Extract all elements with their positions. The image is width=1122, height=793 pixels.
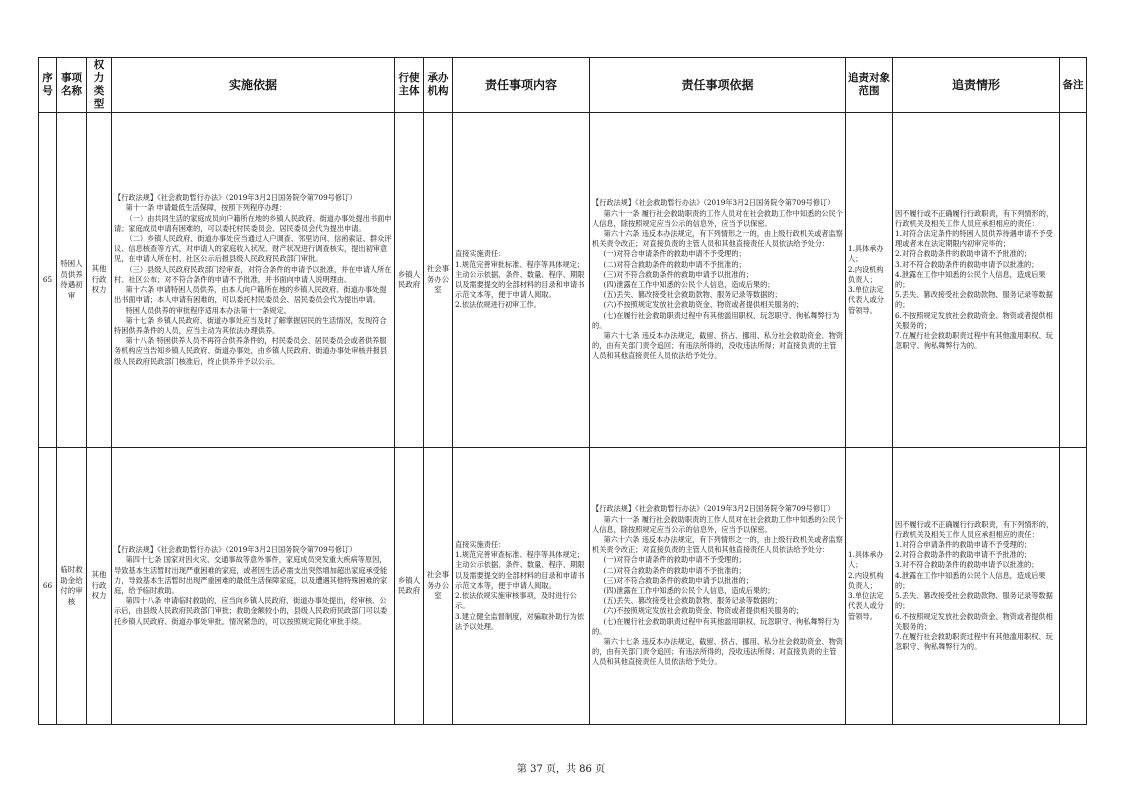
text-line: 第十八条 特困供养人员不再符合供养条件的，村民委员会、居民委员会或者供养服务机构应当告知乡镇人民政府、街道办事处，由乡镇人民政府、街道办事处审核并报县级人民政府民政部门核准后，终止供养并予以公示。	[114, 336, 388, 366]
text-line: 第六十六条 违反本办法规定，有下列情形之一的，由上级行政机关或者监察机关责令改正；对直接负责的主管人员和其他直接责任人员依法给予处分：	[592, 228, 843, 249]
cell-target	[846, 113, 893, 448]
text-line: 1.对符合申请条件的救助申请不予受理的；	[895, 540, 1032, 550]
text-line: 第六十七条 违反本办法规定，截留、挤占、挪用、私分社会救助资金、物资的，由有关部门责令追回；有违法所得的，没收违法所得；对直接负责的主管人员和其他直接责任人员依法给予处分。	[592, 331, 843, 361]
table-row	[39, 113, 1087, 448]
header-row	[39, 58, 1087, 113]
cell-basis	[112, 448, 395, 725]
text-line: 3.单位法定代表人或分管领导。	[848, 285, 884, 315]
text-line: 第四十八条 申请临时救助的，应当向乡镇人民政府、街道办事处提出，经审核、公示后，由县级人民政府民政部门审批；救助金额较小的，县级人民政府民政部门可以委托乡镇人民政府、街道办事处审批。情况紧急的，可以按照规定简化审批手续。	[114, 596, 388, 626]
text-line: 直接实施责任：	[455, 540, 506, 550]
text-line: (四)泄露在工作中知悉的公民个人信息，造成后果的；	[603, 586, 775, 595]
text-line: 1.具体承办人；	[848, 550, 884, 570]
resp-basis-text	[592, 198, 843, 361]
table-row	[39, 448, 1087, 725]
text-line: 第十七条 乡镇人民政府、街道办事处应当及时了解掌握居民的生活情况，发现符合特困供养条件的人员，应当主动为其依法办理供养。	[114, 315, 387, 335]
header-name: 事项名称	[57, 58, 87, 113]
text-line: 4.泄露在工作中知悉的公民个人信息，造成后果的；	[895, 269, 1046, 289]
text-line: 5.丢失、篡改接受社会救助款物、服务记录等数据的；	[895, 591, 1053, 611]
text-line: 【行政法规】《社会救助暂行办法》（2019年3月2日国务院令第709号修订）	[114, 193, 357, 203]
header-seq: 序号	[39, 58, 57, 113]
text-line: 4.泄露在工作中知悉的公民个人信息，造成后果的；	[895, 570, 1046, 590]
text-line: (七)在履行社会救助职责过程中有其他滥用职权、玩忽职守、徇私舞弊行为的。	[592, 616, 840, 636]
circumstance-text	[895, 209, 1057, 352]
text-line: (三)对不符合救助条件的救助申请予以批准的；	[603, 269, 753, 279]
cell-resp-content	[453, 448, 590, 725]
text-line: 第六十六条 违反本办法规定，有下列情形之一的，由上级行政机关或者监察机关责令改正；对直接负责的主管人员和其他直接责任人员依法给予处分：	[592, 534, 843, 555]
header-org: 承办机构	[424, 58, 453, 113]
cell-subject: 乡镇人民政府	[395, 113, 424, 448]
text-line: 第四十七条 国家对因火灾、交通事故等意外事件，家庭成员突发重大疾病等原因，导致基本生活暂时出现严重困难的家庭，或者因生活必需支出突然增加超出家庭承受能力，导致基本生活暂时出现严重困难的最低生活保障家庭，以及遭遇其他特殊困难的家庭，给予临时救助。	[114, 555, 388, 595]
header-remark: 备注	[1060, 58, 1087, 113]
text-line: (二)对符合救助条件的救助申请不予批准的；	[603, 565, 746, 575]
cell-target	[846, 448, 893, 725]
text-line: 2.内设机构负责人；	[848, 570, 884, 590]
text-line: 2.对符合救助条件的救助申请不予批准的；	[895, 249, 1032, 259]
text-line: 1.具体承办人；	[848, 244, 884, 264]
header-resp-basis: 责任事项依据	[590, 58, 846, 113]
cell-circumstance	[893, 113, 1060, 448]
text-line: 2.对符合救助条件的救助申请不予批准的；	[895, 550, 1032, 560]
resp-content-text	[455, 249, 587, 310]
basis-text	[114, 545, 392, 627]
text-line: (六)不按照规定发放社会救助资金、物资或者提供相关服务的；	[603, 300, 804, 310]
text-line: 第六十七条 违反本办法规定，截留、挤占、挪用、私分社会救助资金、物资的，由有关部门责令追回；有违法所得的，没收违法所得；对直接负责的主管人员和其他直接责任人员依法给予处分。	[592, 637, 843, 667]
text-line: （二）乡镇人民政府、街道办事处应当通过入户调查、邻里访问、信函索证、群众评议、信息核查等方式，对申请人的家庭收入状况、财产状况进行调查核实，提出初审意见，在申请人所在村、社区公示后报县级人民政府民政部门审批。	[114, 234, 392, 264]
text-line: 7.在履行社会救助职责过程中有其他滥用职权、玩忽职守、徇私舞弊行为的。	[895, 331, 1053, 351]
text-line: 3.建立健全监督制度，对骗取补助行为依法予以处理。	[455, 611, 585, 631]
cell-resp-content	[453, 113, 590, 448]
text-line: 7.在履行社会救助职责过程中有其他滥用职权、玩忽职守、徇私舞弊行为的。	[895, 631, 1053, 652]
basis-text	[114, 193, 392, 366]
text-line: (七)在履行社会救助职责过程中有其他滥用职权、玩忽职守、徇私舞弊行为的。	[592, 310, 840, 330]
cell-org: 社会事务办公室	[424, 113, 453, 448]
header-type: 权力类型	[87, 58, 112, 113]
text-line: 3.对不符合救助条件的救助申请予以批准的；	[895, 259, 1039, 269]
cell-remark	[1060, 113, 1087, 448]
resp-basis-text	[592, 504, 843, 667]
text-line: 2.依法依规进行初审工作。	[455, 300, 541, 310]
text-line: 2.依法依规实施审核事项，及时进行公示。	[455, 591, 577, 611]
text-line: 5.丢失、篡改接受社会救助款物、服务记录等数据的；	[895, 290, 1053, 310]
text-line: 3.单位法定代表人或分管领导。	[848, 591, 884, 621]
text-line: 第六十一条 履行社会救助职责的工作人员对在社会救助工作中知悉的公民个人信息，除按照规定应当公示的信息外，应当予以保密。	[592, 208, 843, 228]
text-line: (五)丢失、篡改接受社会救助款物、服务记录等数据的；	[603, 596, 782, 606]
text-line: 1.规范完善审查标准、程序等具体规定；主动公示依据、条件、数量、程序、期限以及需要提交的全部材料的目录和申请书示范文本等，便于申请人阅取。	[455, 550, 585, 590]
header-target: 追责对象范围	[846, 58, 893, 113]
cell-basis	[112, 113, 395, 448]
text-line: （一）由共同生活的家庭成员向户籍所在地的乡镇人民政府、街道办事处提出书面申请；家庭成员申请有困难的，可以委托村民委员会、居民委员会代为提出申请。	[114, 213, 392, 233]
cell-org: 社会事务办公室	[424, 448, 453, 725]
header-subject: 行使主体	[395, 58, 424, 113]
text-line: (一)对符合申请条件的救助申请不予受理的；	[603, 555, 746, 565]
text-line: 直接实施责任：	[455, 249, 506, 259]
target-text	[848, 244, 890, 315]
cell-seq: 66	[39, 448, 57, 725]
cell-remark	[1060, 448, 1087, 725]
page-footer: 第 37 页，共 86 页	[516, 764, 606, 775]
header-basis: 实施依据	[112, 58, 395, 113]
text-line: (四)泄露在工作中知悉的公民个人信息，造成后果的；	[603, 280, 775, 289]
cell-type: 其他行政权力	[87, 448, 112, 725]
text-line: 第十六条 申请特困人员供养，由本人向户籍所在地的乡镇人民政府、街道办事处提出书面申请；本人申请有困难的，可以委托村民委员会、居民委员会代为提出申请。	[114, 285, 387, 305]
cell-resp-basis	[590, 113, 846, 448]
target-text	[848, 550, 890, 621]
text-line: 因不履行或不正确履行行政职责，有下列情形的，行政机关及相关工作人员应承担相应的责任：	[895, 208, 1054, 228]
text-line: (一)对符合申请条件的救助申请不予受理的；	[603, 249, 746, 259]
text-line: 第六十一条 履行社会救助职责的工作人员对在社会救助工作中知悉的公民个人信息，除按照规定应当公示的信息外，应当予以保密。	[592, 514, 843, 534]
text-line: (六)不按照规定发放社会救助资金、物资或者提供相关服务的；	[603, 606, 804, 616]
header-circumstance: 追责情形	[893, 58, 1060, 113]
cell-seq: 65	[39, 113, 57, 448]
cell-subject: 乡镇人民政府	[395, 448, 424, 725]
text-line: (二)对符合救助条件的救助申请不予批准的；	[603, 259, 746, 269]
text-line: 6.不按照规定发放社会救助资金、物资或者提供相关服务的；	[895, 611, 1053, 631]
responsibility-table	[38, 57, 1087, 725]
text-line: 【行政法规】《社会救助暂行办法》（2019年3月2日国务院令第709号修订）	[592, 198, 835, 208]
text-line: 第十一条 申请最低生活保障，按照下列程序办理：	[125, 203, 286, 213]
header-resp-content: 责任事项内容	[453, 58, 590, 113]
text-line: 因不履行或不正确履行行政职责，有下列情形的，行政机关及相关工作人员应承担相应的责任：	[895, 519, 1054, 539]
cell-circumstance	[893, 448, 1060, 725]
cell-name: 特困人员供养待遇初审	[57, 113, 87, 448]
text-line: 1.对符合法定条件的特困人员供养待遇申请不予受理或者未在法定期限内初审完毕的；	[895, 228, 1053, 249]
cell-resp-basis	[590, 448, 846, 725]
text-line: 2.内设机构负责人；	[848, 264, 884, 284]
text-line: (三)对不符合救助条件的救助申请予以批准的；	[603, 575, 753, 585]
text-line: （三）县级人民政府民政部门经审查，对符合条件的申请予以批准，并在申请人所在村、社区公布；对不符合条件的申请不予批准，并书面向申请人说明理由。	[114, 264, 392, 284]
circumstance-text	[895, 520, 1057, 653]
text-line: 1.规范完善审批标准、程序等具体规定；主动公示依据、条件、数量、程序、期限以及需要提交的全部材料的目录和申请书示范文本等，便于申请人阅取。	[455, 259, 585, 300]
text-line: 特困人员供养的审批程序适用本办法第十一条规定。	[125, 305, 291, 315]
resp-content-text	[455, 540, 587, 632]
cell-name: 临时救助金给付的审核	[57, 448, 87, 725]
cell-type: 其他行政权力	[87, 113, 112, 448]
text-line: 3.对不符合救助条件的救助申请予以批准的；	[895, 560, 1039, 570]
text-line: 【行政法规】《社会救助暂行办法》（2019年3月2日国务院令第709号修订）	[114, 545, 357, 555]
text-line: 【行政法规】《社会救助暂行办法》（2019年3月2日国务院令第709号修订）	[592, 504, 835, 514]
text-line: (五)丢失、篡改接受社会救助款物、服务记录等数据的；	[603, 290, 782, 300]
text-line: 6.不按照规定发放社会救助资金、物资或者提供相关服务的；	[895, 310, 1053, 330]
